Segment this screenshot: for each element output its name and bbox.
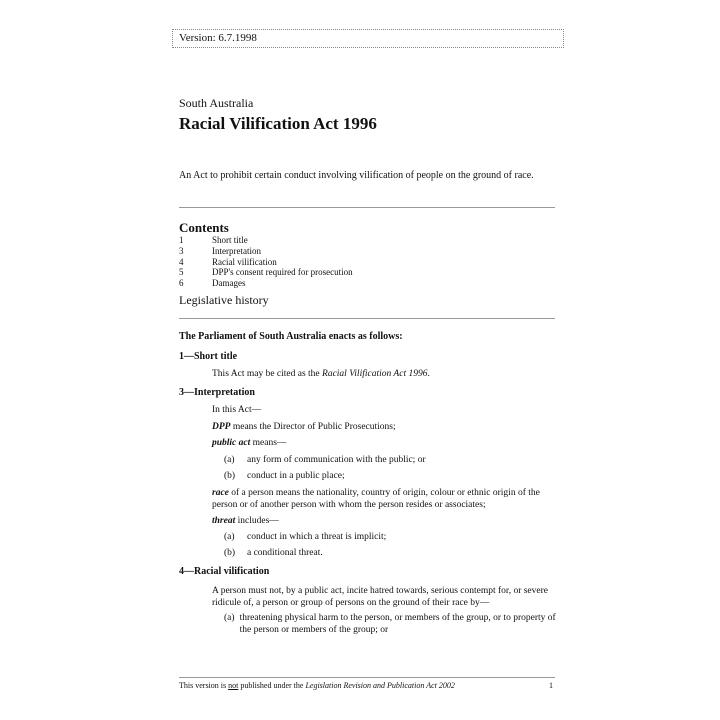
- definition: threat includes—: [212, 516, 279, 526]
- toc-title: DPP's consent required for prosecution: [212, 267, 353, 278]
- list-item: (b) conduct in a public place;: [224, 471, 345, 481]
- toc-number: 4: [179, 256, 184, 267]
- defined-term: threat: [212, 516, 236, 526]
- divider: [179, 207, 555, 208]
- section-text: A person must not, by a public act, incite hatred towards, serious contempt for, or severe ridicule of, a person or group of persons on the ground of their race by—: [212, 586, 548, 608]
- section-text: In this Act—: [212, 405, 262, 415]
- enacting-words: The Parliament of South Australia enacts as follows:: [179, 331, 403, 342]
- legislative-history-link[interactable]: Legislative history: [179, 293, 269, 307]
- toc-number: 1: [179, 235, 184, 245]
- defined-term: public act: [212, 438, 251, 448]
- definition: DPP means the Director of Public Prosecutions;: [212, 422, 396, 432]
- defined-term: race: [212, 488, 229, 498]
- toc-title: Interpretation: [212, 245, 261, 256]
- toc-number: 3: [179, 245, 184, 256]
- toc-item[interactable]: [179, 235, 353, 246]
- footer-divider: [179, 677, 555, 678]
- defined-term: DPP: [212, 422, 231, 432]
- act-citation: Racial Vilification Act 1996: [322, 369, 428, 379]
- page-number: 1: [549, 681, 553, 690]
- toc-title: Short title: [212, 235, 248, 245]
- contents-heading: Contents: [179, 220, 229, 235]
- long-title: An Act to prohibit certain conduct involving vilification of people on the ground of race.: [179, 170, 534, 181]
- toc-item[interactable]: [179, 246, 353, 257]
- list-item: (a) any form of communication with the public; or: [224, 455, 426, 465]
- table-of-contents: [179, 235, 353, 289]
- version-label: Version: 6.7.1998: [172, 29, 564, 48]
- toc-number: 6: [179, 278, 184, 289]
- section-text: This Act may be cited as the Racial Vilification Act 1996.: [212, 369, 430, 379]
- act-title: Racial Vilification Act 1996: [179, 114, 377, 133]
- toc-title: Racial vilification: [212, 256, 277, 267]
- list-item: (b) a conditional threat.: [224, 548, 323, 558]
- list-item: (a) threatening physical harm to the person, or members of the group, or to property of the person or members of the group; or: [224, 613, 556, 635]
- toc-item[interactable]: [179, 267, 353, 278]
- section-heading: 3—Interpretation: [179, 387, 255, 398]
- footer-note: This version is not published under the Legislation Revision and Publication Act 2002: [179, 681, 455, 690]
- divider: [179, 318, 555, 319]
- toc-item[interactable]: [179, 278, 353, 289]
- jurisdiction: South Australia: [179, 96, 254, 110]
- toc-title: Damages: [212, 278, 246, 289]
- toc-number: 5: [179, 267, 184, 278]
- section-heading: 4—Racial vilification: [179, 566, 270, 577]
- section-heading: 1—Short title: [179, 351, 238, 362]
- toc-item[interactable]: [179, 257, 353, 268]
- definition: race of a person means the nationality, country of origin, colour or ethnic origin of the person or of another person with whom the person resides or associates;: [212, 488, 540, 510]
- definition: public act means—: [212, 438, 287, 448]
- list-item: (a) conduct in which a threat is implicit;: [224, 532, 387, 542]
